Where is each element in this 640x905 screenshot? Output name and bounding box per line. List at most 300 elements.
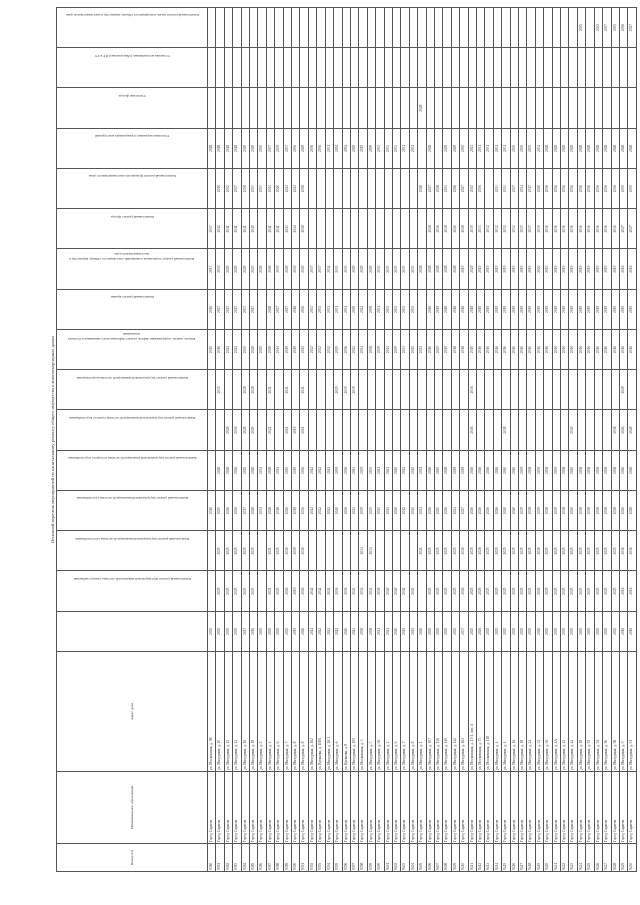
row-year-cell — [300, 48, 308, 88]
row-year-cell: 2037 — [317, 249, 325, 289]
header-work-2-label: Капитальный ремонт внутридомовой инженерной системы теплоснабжения — [75, 536, 189, 541]
row-year-cell: 2033 — [384, 128, 392, 168]
row-year-cell: 2025 — [241, 571, 249, 611]
row-year-cell — [325, 7, 333, 48]
row-year-cell — [392, 209, 400, 249]
row-year-cell — [401, 169, 409, 209]
row-year-cell: 2025 — [241, 450, 249, 490]
row-year-cell: 2021 — [266, 531, 274, 571]
table-row — [241, 7, 249, 871]
row-year-cell: 2042 — [401, 450, 409, 490]
row-year-cell: 2026 — [477, 491, 485, 531]
row-address: ул. Мичурина, д. 107 — [426, 652, 434, 772]
row-year-cell — [376, 88, 384, 128]
row-municipality: Город Саратов — [485, 772, 493, 844]
row-number: 9397 — [350, 844, 358, 872]
row-year-cell — [510, 370, 518, 410]
row-year-cell: 2036 — [317, 128, 325, 168]
row-year-cell: 2029 — [250, 128, 258, 168]
row-year-cell: 2041 — [468, 169, 476, 209]
row-year-cell — [317, 370, 325, 410]
row-year-cell: 2033 — [325, 289, 333, 329]
row-year-cell — [409, 370, 417, 410]
row-address: ул. Мичурина, д. 52 — [586, 652, 594, 772]
row-year-cell — [485, 88, 493, 128]
row-year-cell: 2036 — [603, 209, 611, 249]
row-year-cell — [409, 7, 417, 48]
row-address: ул. Московская, д. 15/1, лит. А — [468, 652, 476, 772]
row-year-cell — [376, 370, 384, 410]
row-year-cell — [519, 88, 527, 128]
row-year-cell: 2026 — [535, 611, 543, 651]
row-year-cell — [367, 7, 375, 48]
row-year-cell — [392, 410, 400, 450]
row-municipality: Город Саратов — [250, 772, 258, 844]
row-address: ул. Мичурина, д. 142 — [451, 652, 459, 772]
row-year-cell: 2024 — [359, 289, 367, 329]
row-year-cell: 2024 — [451, 491, 459, 531]
row-year-cell: 2040 — [392, 450, 400, 490]
row-year-cell: 2025 — [569, 571, 577, 611]
row-year-cell: 2036 — [300, 289, 308, 329]
row-year-cell — [569, 7, 577, 48]
row-number: 9407 — [434, 844, 442, 872]
row-year-cell — [258, 370, 266, 410]
row-number: 9421 — [552, 844, 560, 872]
row-year-cell: 2028 — [594, 128, 602, 168]
row-year-cell — [451, 370, 459, 410]
row-year-cell: 2027 — [628, 209, 636, 249]
row-year-cell: 2036 — [342, 571, 350, 611]
row-year-cell: 2037 — [233, 169, 241, 209]
row-year-cell: 2035 — [527, 128, 535, 168]
table-row — [443, 7, 451, 871]
row-municipality: Город Саратов — [275, 772, 283, 844]
header-work-1-label: Капитальный ремонт внутридомовой инженерной системы электроснабжения — [73, 576, 191, 581]
row-year-cell: 2018 — [208, 128, 216, 168]
row-year-cell — [493, 7, 501, 48]
row-year-cell: 2025 — [493, 611, 501, 651]
row-address: ул. Мичурина, д. 6 — [334, 652, 342, 772]
row-municipality: Город Саратов — [434, 772, 442, 844]
row-year-cell: 2039 — [392, 330, 400, 370]
row-number: 9428 — [611, 844, 619, 872]
row-year-cell — [510, 48, 518, 88]
row-year-cell: 2040 — [384, 571, 392, 611]
row-year-cell: 2038 — [241, 169, 249, 209]
row-year-cell: 2019 — [544, 289, 552, 329]
row-year-cell — [409, 169, 417, 209]
row-year-cell: 2026 — [300, 571, 308, 611]
row-municipality: Город Саратов — [603, 772, 611, 844]
row-year-cell: 2025 — [527, 571, 535, 611]
row-number: 9384 — [241, 844, 249, 872]
row-year-cell — [350, 169, 358, 209]
row-year-cell — [485, 48, 493, 88]
row-number: 9416 — [510, 844, 518, 872]
row-year-cell: 2025 — [443, 531, 451, 571]
row-year-cell — [376, 48, 384, 88]
row-year-cell — [208, 571, 216, 611]
row-year-cell — [552, 7, 560, 48]
row-year-cell: 2025 — [443, 611, 451, 651]
row-year-cell — [317, 209, 325, 249]
row-year-cell — [586, 410, 594, 450]
row-address: ул. Мичурина, д. 4 — [502, 652, 510, 772]
row-year-cell — [544, 410, 552, 450]
row-year-cell: 2018 — [468, 289, 476, 329]
row-year-cell — [283, 48, 291, 88]
row-municipality: Город Саратов — [619, 772, 627, 844]
row-address: ул. Мичурина, д. 18 — [250, 652, 258, 772]
row-year-cell — [376, 7, 384, 48]
row-year-cell: 2028 — [611, 128, 619, 168]
row-year-cell — [384, 7, 392, 48]
row-year-cell — [426, 410, 434, 450]
table-row — [384, 7, 392, 871]
row-address: ул. Мичурина, д. 2 — [258, 652, 266, 772]
row-year-cell: 2025 — [283, 450, 291, 490]
row-year-cell: 2028 — [418, 169, 426, 209]
row-year-cell: 2025 — [569, 531, 577, 571]
row-municipality: Город Саратов — [426, 772, 434, 844]
row-year-cell — [477, 410, 485, 450]
row-year-cell: 2028 — [561, 128, 569, 168]
row-year-cell — [367, 48, 375, 88]
row-year-cell — [611, 48, 619, 88]
row-year-cell: 2024 — [418, 491, 426, 531]
row-year-cell — [628, 88, 636, 128]
row-year-cell: 2036 — [561, 209, 569, 249]
row-year-cell: 2025 — [258, 611, 266, 651]
table-row — [258, 7, 266, 871]
row-year-cell: 2016 — [510, 330, 518, 370]
row-year-cell: 2025 — [224, 531, 232, 571]
row-year-cell: 2026 — [451, 169, 459, 209]
row-year-cell — [409, 531, 417, 571]
row-year-cell — [418, 48, 426, 88]
row-year-cell: 2019 — [552, 249, 560, 289]
row-year-cell — [527, 410, 535, 450]
row-year-cell: 2026 — [426, 491, 434, 531]
row-year-cell: 2018 — [224, 128, 232, 168]
row-year-cell — [384, 209, 392, 249]
table-row — [493, 7, 501, 871]
row-year-cell: 2025 — [527, 611, 535, 651]
row-year-cell — [468, 88, 476, 128]
row-year-cell: 2038 — [300, 169, 308, 209]
row-year-cell — [359, 209, 367, 249]
row-year-cell — [359, 88, 367, 128]
row-year-cell: 2028 — [628, 128, 636, 168]
row-year-cell — [258, 289, 266, 329]
row-number: 9395 — [334, 844, 342, 872]
row-year-cell: 2025 — [434, 330, 442, 370]
row-year-cell: 2025 — [283, 611, 291, 651]
row-municipality: Город Саратов — [544, 772, 552, 844]
row-year-cell: 2021 — [266, 410, 274, 450]
row-year-cell: 2018 — [460, 289, 468, 329]
table-row — [392, 7, 400, 871]
row-number: 9382 — [224, 844, 232, 872]
row-year-cell: 2054 — [342, 128, 350, 168]
row-year-cell: 2028 — [628, 491, 636, 531]
row-year-cell — [451, 7, 459, 48]
row-address: ул. Московская, д. 73 — [477, 652, 485, 772]
table-row — [569, 7, 577, 871]
row-year-cell: 2028 — [443, 249, 451, 289]
row-year-cell — [275, 7, 283, 48]
table-row — [376, 7, 384, 871]
row-year-cell — [308, 209, 316, 249]
row-year-cell: 2036 — [594, 209, 602, 249]
row-year-cell: 2038 — [527, 450, 535, 490]
row-year-cell: 2033 — [477, 209, 485, 249]
table-row — [350, 7, 358, 871]
row-year-cell: 2028 — [434, 169, 442, 209]
row-year-cell — [434, 7, 442, 48]
row-year-cell — [317, 48, 325, 88]
row-year-cell: 2019 — [628, 289, 636, 329]
row-municipality: Город Саратов — [208, 772, 216, 844]
header-work-4-label: Капитальный ремонт внутридомовой инженерной системы холодного водоснабжения — [67, 456, 197, 461]
row-year-cell — [544, 48, 552, 88]
row-year-cell — [544, 7, 552, 48]
row-year-cell: 2025 — [434, 491, 442, 531]
row-year-cell: 2032 — [493, 209, 501, 249]
row-municipality: Город Саратов — [409, 772, 417, 844]
row-number: 9404 — [409, 844, 417, 872]
row-year-cell: 2025 — [577, 531, 585, 571]
row-year-cell — [283, 88, 291, 128]
row-year-cell: 2039 — [359, 491, 367, 531]
row-year-cell: 2025 — [224, 611, 232, 651]
row-year-cell: 2041 — [376, 491, 384, 531]
row-municipality: Город Саратов — [510, 772, 518, 844]
row-year-cell — [502, 7, 510, 48]
row-year-cell: 2019 — [502, 289, 510, 329]
table-row — [544, 7, 552, 871]
row-year-cell: 2034 — [325, 249, 333, 289]
row-year-cell: 2017 — [241, 611, 249, 651]
row-year-cell — [317, 410, 325, 450]
row-year-cell: 2015 — [468, 330, 476, 370]
row-year-cell: 2016 — [519, 330, 527, 370]
row-year-cell: 2040 — [569, 491, 577, 531]
row-year-cell: 2018 — [300, 209, 308, 249]
row-year-cell: 2029 — [359, 249, 367, 289]
row-address: ул. Мичурина, д. 162 — [460, 652, 468, 772]
row-year-cell: 2034 — [535, 128, 543, 168]
row-year-cell — [258, 531, 266, 571]
row-year-cell: 2044 — [292, 209, 300, 249]
row-year-cell: 2019 — [477, 289, 485, 329]
row-year-cell — [451, 88, 459, 128]
row-municipality: Город Саратов — [418, 772, 426, 844]
header-num: Номер п/п — [57, 844, 208, 872]
row-year-cell: 2019 — [611, 289, 619, 329]
row-number: 9412 — [477, 844, 485, 872]
row-year-cell: 2025 — [485, 611, 493, 651]
row-year-cell — [401, 410, 409, 450]
table-row — [519, 7, 527, 871]
row-municipality: Город Саратов — [216, 772, 224, 844]
row-year-cell: 2042 — [308, 450, 316, 490]
row-year-cell: 2025 — [485, 531, 493, 571]
row-year-cell: 2026 — [493, 450, 501, 490]
row-year-cell — [586, 7, 594, 48]
row-year-cell — [216, 410, 224, 450]
row-year-cell: 2033 — [401, 289, 409, 329]
row-year-cell — [334, 410, 342, 450]
row-year-cell: 2023 — [468, 128, 476, 168]
row-year-cell: 2019 — [283, 330, 291, 370]
row-year-cell: 2024 — [418, 450, 426, 490]
row-year-cell — [266, 48, 274, 88]
row-year-cell — [292, 370, 300, 410]
row-year-cell — [250, 88, 258, 128]
row-year-cell: 2026 — [460, 571, 468, 611]
row-year-cell: 2018 — [292, 289, 300, 329]
row-municipality: Город Саратов — [292, 772, 300, 844]
row-year-cell: 2016 — [527, 330, 535, 370]
row-year-cell: 2036 — [342, 330, 350, 370]
row-number: 9391 — [300, 844, 308, 872]
row-year-cell: 2042 — [334, 611, 342, 651]
row-year-cell: 2038 — [544, 450, 552, 490]
row-year-cell: 2028 — [619, 128, 627, 168]
row-year-cell — [418, 209, 426, 249]
row-year-cell: 2025 — [569, 611, 577, 651]
row-year-cell: 2041 — [376, 611, 384, 651]
row-year-cell: 2031 — [342, 289, 350, 329]
row-year-cell: 2026 — [418, 611, 426, 651]
row-year-cell: 2032 — [325, 330, 333, 370]
row-year-cell: 2033 — [376, 128, 384, 168]
row-year-cell: 2031 — [477, 128, 485, 168]
row-year-cell — [376, 169, 384, 209]
row-address: ул. Мичурина, д. 6 — [275, 652, 283, 772]
table-row — [266, 7, 274, 871]
row-address: ул. Кутякова, д. 118А — [317, 652, 325, 772]
row-year-cell — [334, 88, 342, 128]
row-year-cell — [224, 88, 232, 128]
row-year-cell: 2042 — [401, 571, 409, 611]
row-year-cell — [485, 410, 493, 450]
row-number: 9400 — [376, 844, 384, 872]
row-year-cell: 2028 — [241, 370, 249, 410]
table-row — [485, 7, 493, 871]
row-year-cell: 2025 — [544, 611, 552, 651]
header-work-5-label: Капитальный ремонт внутридомовой инженерной системы горячего водоснабжения — [69, 415, 195, 420]
row-address: ул. Мичурина, д. 24 — [527, 652, 535, 772]
row-year-cell — [325, 88, 333, 128]
row-year-cell: 2019 — [619, 289, 627, 329]
row-year-cell: 2018 — [443, 289, 451, 329]
row-year-cell: 2027 — [619, 209, 627, 249]
row-municipality: Город Саратов — [561, 772, 569, 844]
row-year-cell — [308, 88, 316, 128]
row-year-cell: 2029 — [241, 249, 249, 289]
row-year-cell: 2026 — [266, 249, 274, 289]
row-year-cell: 2025 — [426, 611, 434, 651]
row-year-cell — [367, 370, 375, 410]
row-year-cell: 2040 — [342, 611, 350, 651]
row-year-cell: 2018 — [451, 330, 459, 370]
table-row — [477, 7, 485, 871]
row-year-cell — [224, 48, 232, 88]
row-year-cell — [535, 410, 543, 450]
row-year-cell: 2019 — [493, 289, 501, 329]
row-municipality: Город Саратов — [477, 772, 485, 844]
row-year-cell — [594, 48, 602, 88]
row-year-cell: 2016 — [586, 330, 594, 370]
row-year-cell: 2025 — [451, 571, 459, 611]
row-year-cell: 2019 — [586, 249, 594, 289]
row-year-cell — [519, 7, 527, 48]
row-year-cell: 2039 — [535, 450, 543, 490]
row-year-cell: 2021 — [266, 370, 274, 410]
row-year-cell — [418, 370, 426, 410]
table-row — [292, 7, 300, 871]
row-year-cell — [401, 88, 409, 128]
row-year-cell — [334, 48, 342, 88]
row-year-cell: 2037 — [308, 249, 316, 289]
row-year-cell: 2037 — [283, 128, 291, 168]
row-address: ул. Мичурина, д. 9 — [619, 652, 627, 772]
row-year-cell: 2029 — [367, 249, 375, 289]
row-year-cell — [208, 450, 216, 490]
row-year-cell — [266, 7, 274, 48]
row-year-cell: 2041 — [292, 169, 300, 209]
header-address: Адрес дома — [57, 652, 208, 772]
row-municipality: Город Саратов — [334, 772, 342, 844]
row-year-cell: 2031 — [334, 289, 342, 329]
table-caption: Основной перечень мероприятий по капитальному ремонту общего имущества в многоквартирных домах — [49, 335, 55, 544]
row-year-cell: 2016 — [569, 330, 577, 370]
row-year-cell: 2025 — [493, 531, 501, 571]
row-year-cell: 2019 — [561, 289, 569, 329]
row-year-cell — [275, 370, 283, 410]
row-year-cell — [611, 370, 619, 410]
row-year-cell: 2028 — [224, 410, 232, 450]
row-year-cell: 2016 — [619, 571, 627, 611]
row-year-cell: 2026 — [535, 531, 543, 571]
row-year-cell: 2028 — [241, 410, 249, 450]
table-row — [317, 7, 325, 871]
row-year-cell — [325, 169, 333, 209]
row-year-cell — [384, 48, 392, 88]
row-year-cell — [308, 370, 316, 410]
row-municipality: Город Саратов — [317, 772, 325, 844]
row-year-cell: 2026 — [477, 531, 485, 571]
row-year-cell: 2019 — [594, 289, 602, 329]
row-year-cell — [350, 7, 358, 48]
row-year-cell — [485, 7, 493, 48]
row-year-cell: 2019 — [292, 450, 300, 490]
row-year-cell: 2025 — [519, 611, 527, 651]
row-year-cell — [434, 88, 442, 128]
row-address: ул. Мичурина, д. 4 — [493, 652, 501, 772]
row-year-cell: 2026 — [468, 450, 476, 490]
row-year-cell: 2041 — [275, 209, 283, 249]
row-year-cell: 2039 — [334, 450, 342, 490]
row-year-cell — [527, 48, 535, 88]
row-year-cell: 2035 — [611, 7, 619, 48]
row-year-cell: 2019 — [535, 289, 543, 329]
row-year-cell: 2025 — [334, 330, 342, 370]
row-year-cell: 2041 — [283, 169, 291, 209]
